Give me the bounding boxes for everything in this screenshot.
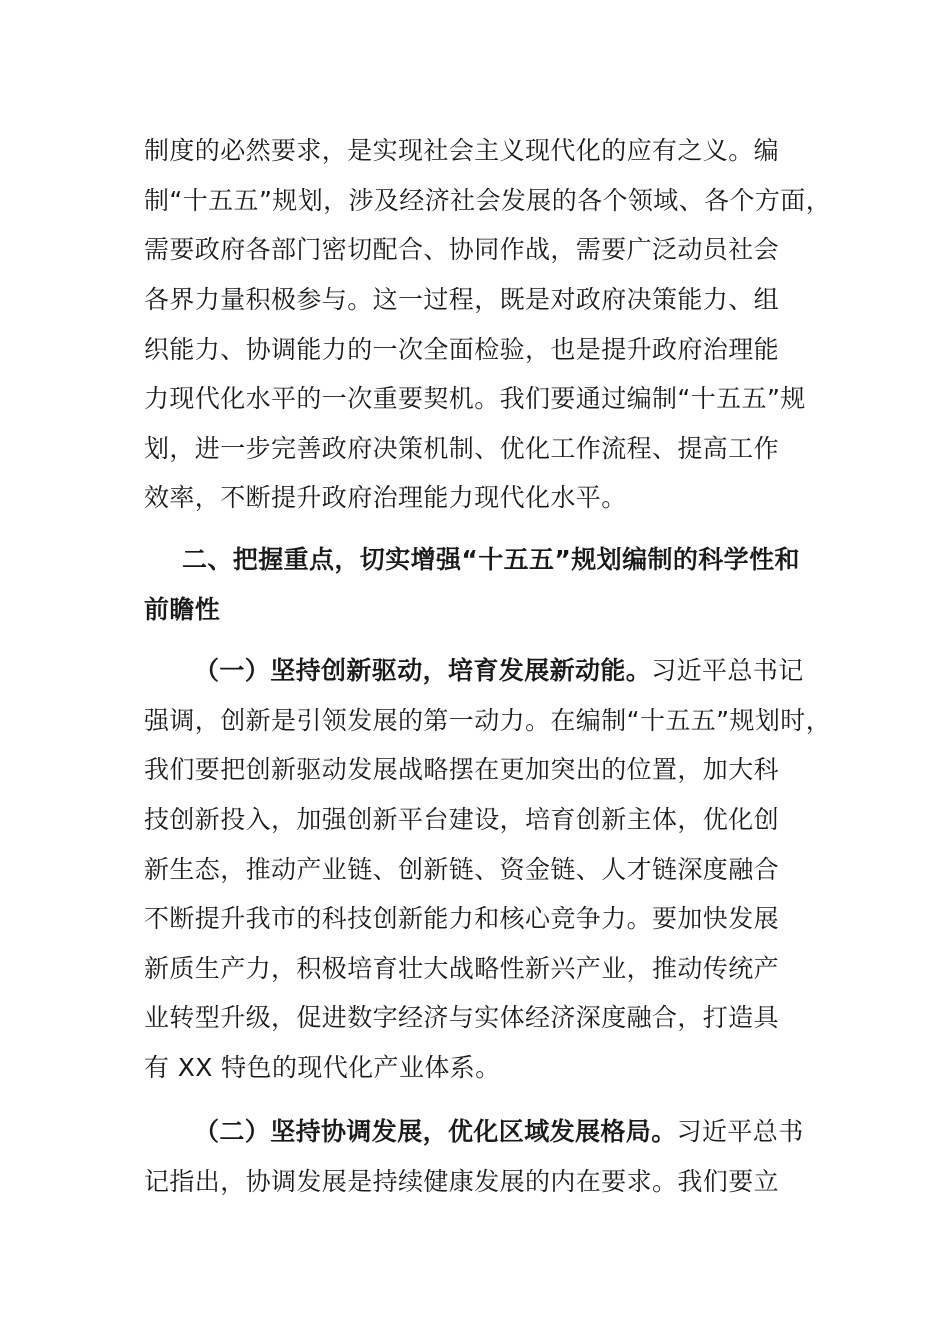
subsection-first-line [194,1114,804,1150]
section-heading: 二、把握重点，切实增强“十五五”规划编制的科学性和 [182,545,800,574]
paragraph-line: 新生态，推动产业链、创新链、资金链、人才链深度融合 [144,855,780,884]
paragraph-line: 我们要把创新驱动发展战略摆在更加突出的位置，加大科 [144,755,780,784]
paragraph-line: 织能力、协调能力的一次全面检验，也是提升政府治理能 [144,335,780,364]
paragraph-line: 强调，创新是引领发展的第一动力。在编制“十五五”规划时， [144,706,832,735]
paragraph-line: 需要政府各部门密切配合、协同作战，需要广泛动员社会 [144,235,780,264]
subsection-title: （二）坚持协调发展，优化区域发展格局。 [194,1117,677,1146]
paragraph-line: 划，进一步完善政府决策机制、优化工作流程、提高工作 [144,434,780,463]
paragraph-line: 制“十五五”规划，涉及经济社会发展的各个领域、各个方面， [144,186,832,215]
paragraph-line: 技创新投入，加强创新平台建设，培育创新主体，优化创 [144,805,780,834]
paragraph-line: 业转型升级，促进数字经济与实体经济深度融合，打造具 [144,1003,780,1032]
subsection-first-line [194,653,804,689]
paragraph-line: 制度的必然要求，是实现社会主义现代化的应有之义。编 [144,136,780,165]
paragraph-line: 各界力量积极参与。这一过程，既是对政府决策能力、组 [144,285,780,314]
section-heading: 前瞻性 [144,595,221,624]
paragraph-line: 新质生产力，积极培育壮大战略性新兴产业，推动传统产 [144,954,780,983]
paragraph-line: 有 XX 特色的现代化产业体系。 [144,1053,501,1082]
paragraph-text: 习近平总书记 [651,656,804,685]
paragraph-line: 记指出，协调发展是持续健康发展的内在要求。我们要立 [144,1167,780,1196]
paragraph-line: 力现代化水平的一次重要契机。我们要通过编制“十五五”规 [144,384,806,413]
paragraph-text: 习近平总书 [676,1117,804,1146]
paragraph-line: 不断提升我市的科技创新能力和核心竞争力。要加快发展 [144,904,780,933]
subsection-title: （一）坚持创新驱动，培育发展新动能。 [194,656,652,685]
paragraph-line: 效率，不断提升政府治理能力现代化水平。 [144,483,627,512]
